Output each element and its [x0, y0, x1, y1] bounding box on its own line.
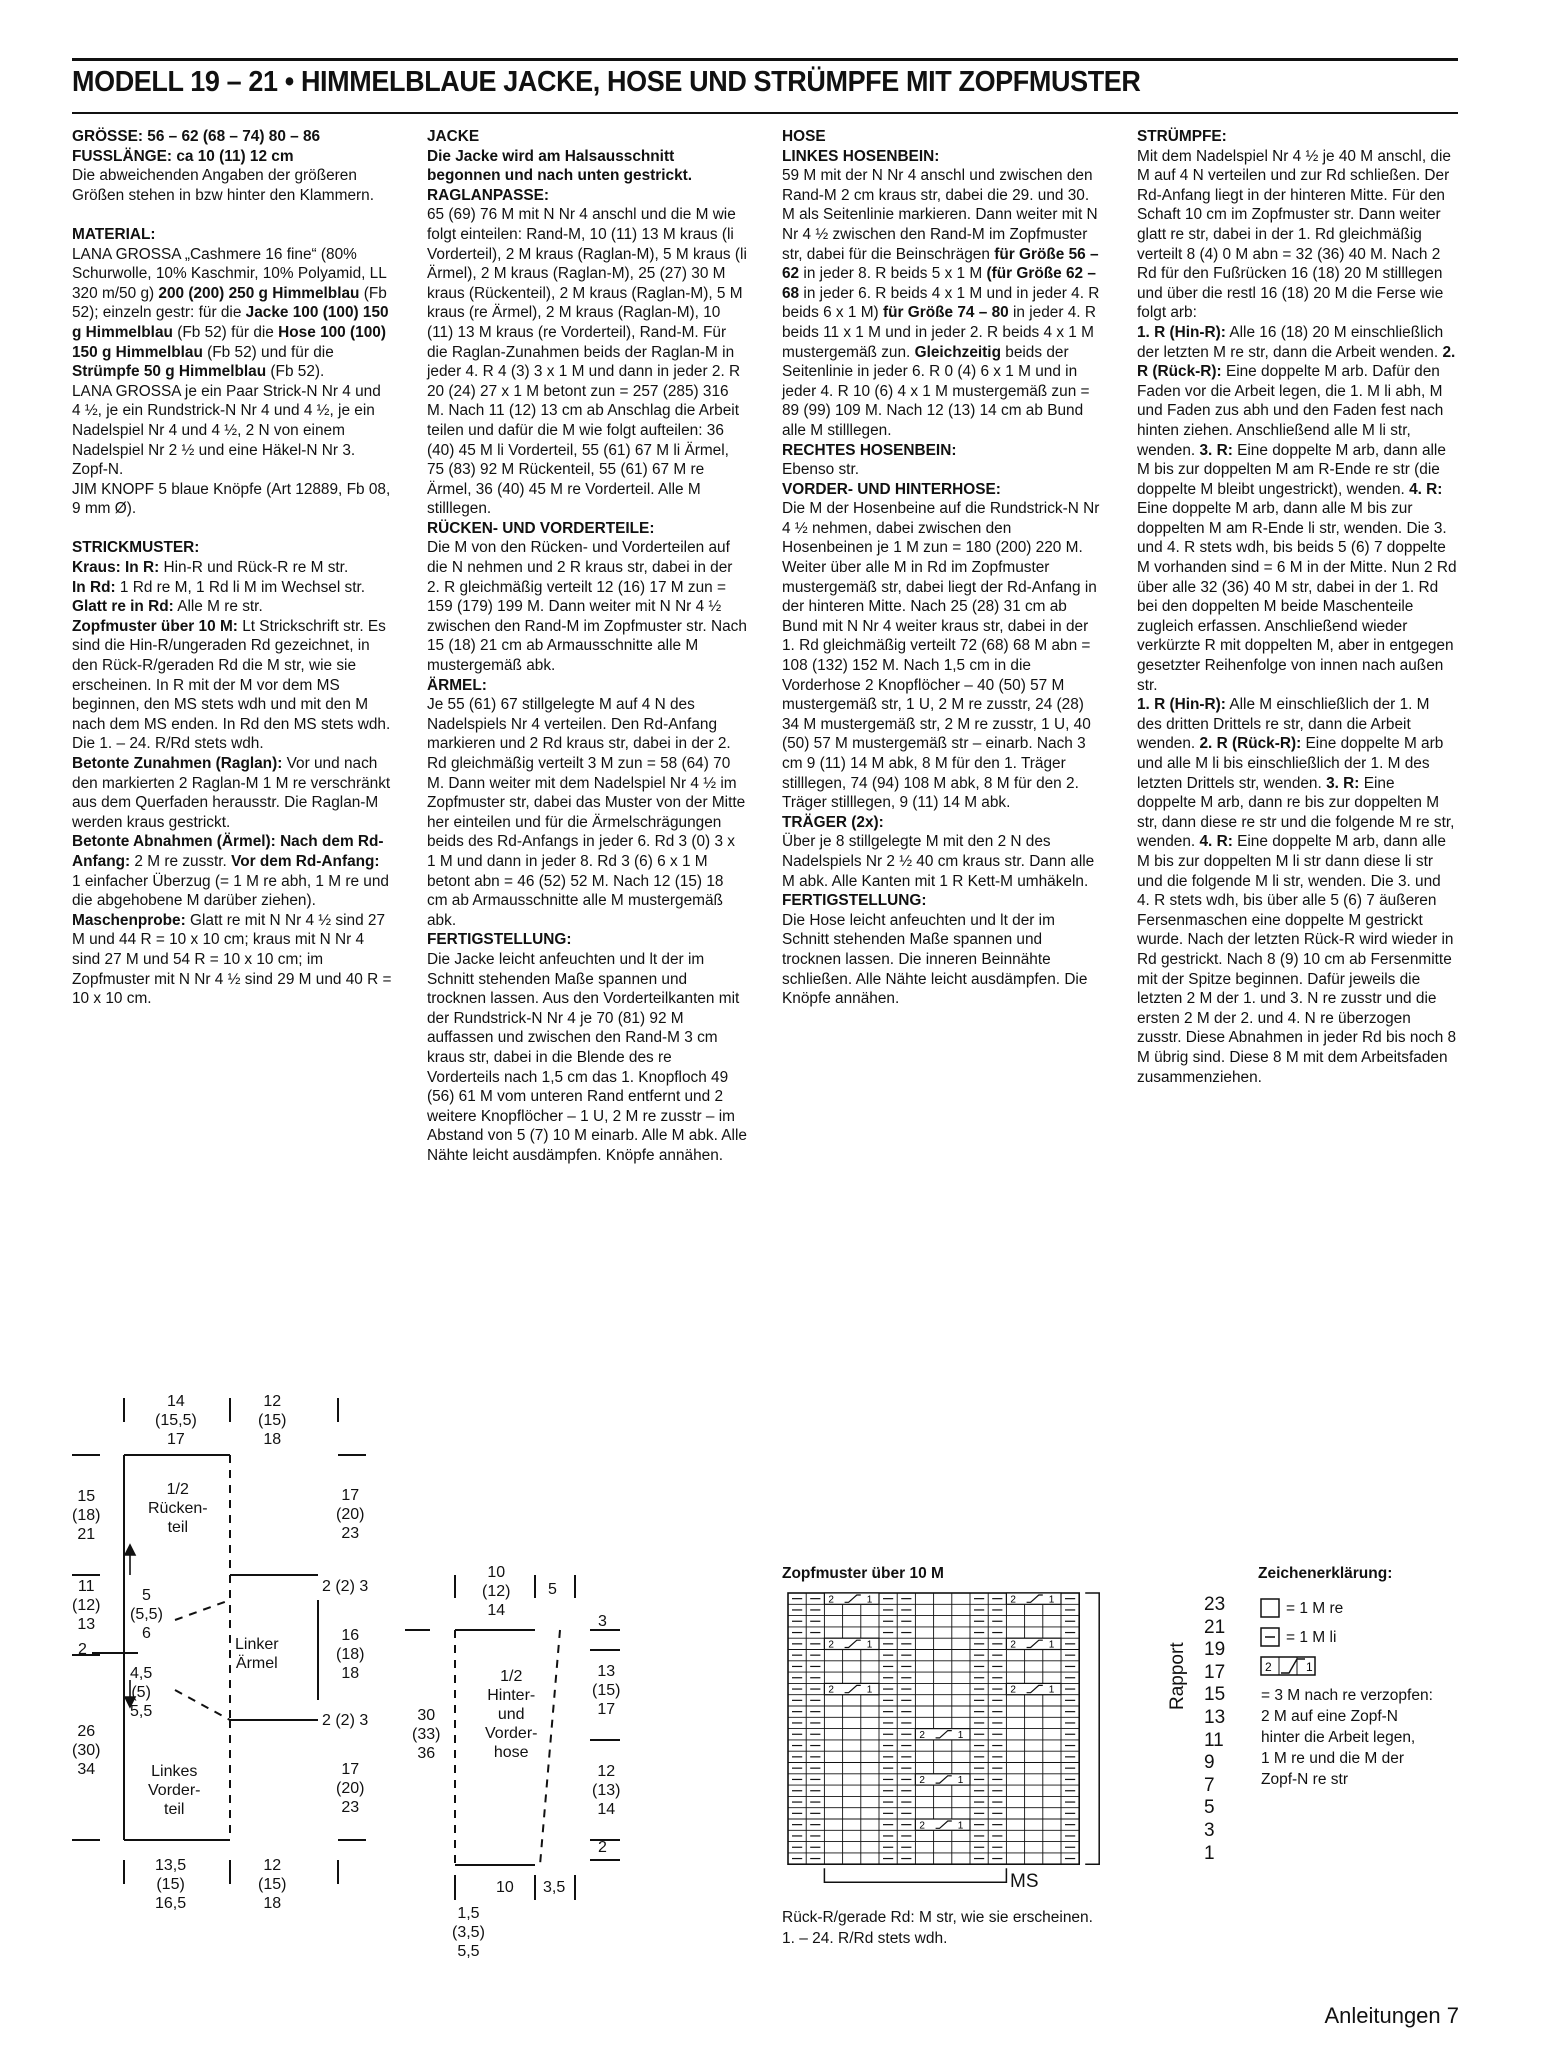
- legend-title: Zeichenerklärung:: [1258, 1565, 1393, 1582]
- svg-text:1: 1: [957, 1729, 964, 1741]
- dim-top-sleeve: 12 (15) 18: [258, 1393, 287, 1448]
- pattern-heading: STRICKMUSTER:: [72, 539, 200, 557]
- page-title: MODELL 19 – 21 • HIMMELBLAUE JACKE, HOSE UND STRÜMPFE MIT ZOPFMUSTER: [72, 66, 1141, 98]
- svg-text:2: 2: [919, 1820, 925, 1832]
- chart-row-number: 3: [1204, 1820, 1215, 1841]
- legend-knit: = 1 M re: [1286, 1600, 1344, 1617]
- jacket-finishing-heading: FERTIGSTELLUNG:: [427, 931, 572, 949]
- socks-intro: Mit dem Nadelspiel Nr 4 ½ je 40 M anschl, die M auf 4 N verteilen und zur Rd schließen. Der Rd-Anfang liegt in der hinteren Mitte. Für den Schaft 10 cm im Zopfmuster str. Dann weiter glatt re str, dabei in der 1. Rd gleichmäßig verteilt 8 (4) 0 M abn = 32 (36) 40 M. Nach 2 Rd für den Fußrücken 16 (18) 20 M stilllegen und über die restl 16 (18) 20 M die Ferse wie folgt arb:: [1137, 147, 1451, 322]
- svg-text:1: 1: [957, 1775, 964, 1787]
- page-footer: Anleitungen 7: [1324, 2003, 1459, 2028]
- pants-dim-bottom-c: 1,5 (3,5) 5,5: [452, 1905, 485, 1960]
- back-piece-label: 1/2 Rücken- teil: [148, 1481, 208, 1536]
- socks-heading: STRÜMPFE:: [1137, 128, 1227, 145]
- gauge-text: Maschenprobe: Glatt re mit N Nr 4 ½ sind 27 M und 44 R = 10 x 10 cm; kraus mit N Nr 4 sind 27 M und 54 R = 10 x 10 cm; im Zopfmuster mit N Nr 4 ½ sind 29 M und 40 R = 10 x 10 cm.: [72, 911, 392, 1008]
- decrease-text: Betonte Abnahmen (Ärmel): Nach dem Rd-Anfang: 2 M re zusstr. Vor dem Rd-Anfang: 1 einfacher Überzug (= 1 M re abh, 1 M re und die abgehobene M darüber ziehen).: [72, 833, 389, 910]
- dim-right-top: 17 (20) 23: [336, 1487, 365, 1542]
- svg-text:2: 2: [919, 1729, 925, 1741]
- heel-row-2: 1. R (Hin-R): Alle M einschließlich der 1. M des dritten Drittels re str, dann die Arbeit wenden. 2. R (Rück-R): Eine doppelte M arb und alle M li bis einschließlich der 1. M des letzten Drittels str, wenden. 3. R: Eine doppelte M arb, dann re bis zur doppelten M str, dann diese re str und die folgende M re str, wenden. 4. R: Eine doppelte M arb, dann alle M bis zur doppelten M li str dann diese li str und die folgende M li str, wenden. Die 3. und 4. R stets wdh, bis über alle 5 (6) 7 äußeren Fersenmaschen eine doppelte M gestrickt wurde. Nach der letzten Rück-R wird wieder in Rd gestrickt. Nach 8 (9) 10 cm ab Fersenmitte mit der Spitze beginnen. Dafür jeweils die letzten 2 M der 1. und 3. N re zusstr und die ersten 2 M der 2. und 4. N re überzogen zusstr. Diese Abnahmen in jeder Rd bis noch 8 M übrig sind. Diese 8 M mit dem Arbeitsfaden zusammenziehen.: [1137, 696, 1457, 1086]
- chart-row-number: 21: [1204, 1616, 1226, 1638]
- back-front-text: Die M von den Rücken- und Vorderteilen auf die N nehmen und 2 R kraus str, dabei in der 2. R gleichmäßig verteilt 12 (16) 17 M zun = 159 (179) 199 M. Dann weiter mit N Nr 4 ½ zwischen den Rand-M im Zopfmuster str. Nach 15 (18) 21 cm ab Armausschnitte alle M mustergemäß abk.: [427, 539, 747, 675]
- left-leg-heading: LINKES HOSENBEIN:: [782, 147, 940, 165]
- mark-bottom: 2 (2) 3: [322, 1712, 369, 1729]
- size-heading: GRÖSSE: 56 – 62 (68 – 74) 80 – 86: [72, 128, 321, 145]
- foot-length-heading: FUSSLÄNGE: ca 10 (11) 12 cm: [72, 147, 294, 165]
- rapport-label: Rapport: [1167, 1642, 1188, 1710]
- front-back-pants-text: Die M der Hosenbeine auf die Rundstrick-N Nr 4 ½ nehmen, dabei zwischen den Hosenbeinen je 1 M zun = 180 (200) 220 M. Weiter über alle M in Rd im Zopfmuster mustergemäß str, dabei liegt der Rd-Anfang in der hinteren Mitte. Nach 25 (28) 31 cm ab Bund mit N Nr 4 weiter kraus str, dabei in der 1. Rd gleichmäßig verteilt 72 (68) 68 M abn = 108 (132) 152 M. Nach 1,5 cm in die Vorderhose 2 Knopflöcher – 40 (50) 57 M mustergemäß str, 1 U, 2 M re zusstr, 24 (28) 34 M mustergemäß str, 2 M re zusstr, 1 U, 40 (50) 57 M mustergemäß str – einarb. Nach 3 cm 9 (11) 14 M abk, 8 M für den 1. Träger stilllegen, 74 (94) 108 M abk, 8 M für den 2. Träger stilllegen, 9 (11) 14 M abk.: [782, 500, 1100, 812]
- svg-text:2: 2: [1265, 1660, 1272, 1674]
- dim-top-back: 14 (15,5) 17: [155, 1393, 197, 1448]
- hose-heading: HOSE: [782, 128, 826, 145]
- left-leg-text: 59 M mit der N Nr 4 anschl und zwischen den Rand-M 2 cm kraus str, dabei die 29. und 30. M als Seitenlinie markieren. Dann weiter mit N Nr 4 ½ zwischen den Rand-M im Zopfmuster str, dabei für die Beinschrägen für Größe 56 – 62 in jeder 8. R beids 5 x 1 M (für Größe 62 – 68 in jeder 6. R beids 4 x 1 M und in jeder 4. R beids 6 x 1 M) für Größe 74 – 80 in jeder 4. R beids 11 x 1 M und in jeder 2. R beids 4 x 1 M mustergemäß zun. Gleichzeitig beids der Seitenlinie in jeder 6. R 0 (4) 6 x 1 M und in jeder 4. R 10 (6) 4 x 1 M mustergemäß zun = 89 (99) 109 M. Nach 12 (13) 14 cm ab Bund alle M stilllegen.: [782, 167, 1100, 439]
- chart-title: Zopfmuster über 10 M: [782, 1565, 944, 1582]
- jacket-finishing-text: Die Jacke leicht anfeuchten und lt der im Schnitt stehenden Maße spannen und trocknen lassen. Aus den Vorderteilkanten mit der Rundstrick-N Nr 4 je 70 (81) 92 M auffassen und zwischen den Rand-M 3 cm kraus str, dabei in die Blende des re Vorderteils nach 1,5 cm das 1. Knopfloch 49 (56) 61 M vom unteren Rand entfernt und 2 weitere Knopflöcher – 1 U, 2 M re zusstr – im Abstand von 5 (7) 10 M einarb. Alle M abk. Alle Nähte leicht ausdämpfen. Knöpfe annähen.: [427, 950, 747, 1164]
- svg-text:1: 1: [957, 1820, 964, 1832]
- pants-finishing-text: Die Hose leicht anfeuchten und lt der im Schnitt stehenden Maße spannen und trocknen lassen. Die inneren Beinnähte schließen. Alle Nähte leicht ausdämpfen. Die Knöpfe annähen.: [782, 911, 1088, 1008]
- straps-heading: TRÄGER (2x):: [782, 813, 884, 831]
- pants-dim-r4: 2: [598, 1839, 607, 1856]
- sleeves-text: Je 55 (61) 67 stillgelegte M auf 4 N des Nadelspiels Nr 4 verteilen. Den Rd-Anfang markieren und 2 Rd kraus str, dabei in der 2. Rd gleichmäßig verteilt 3 M zun = 58 (64) 70 M. Dann weiter mit dem Nadelspiel Nr 4 ½ im Zopfmuster str, dabei das Muster von der Mitte her einteilen und für die Ärmelschrägungen beids des Rd-Anfangs in jeder 6. Rd 3 (0) 3 x 1 M und dann in jeder 8. Rd 3 (6) 6 x 1 M betont abn = 46 (52) 52 M. Nach 12 (15) 18 cm ab Armausschnitte alle M mustergemäß abk.: [427, 696, 746, 929]
- svg-text:1: 1: [1306, 1660, 1313, 1674]
- legend-purl: = 1 M li: [1286, 1629, 1337, 1646]
- material-text: LANA GROSSA „Cashmere 16 fine“ (80% Schurwolle, 10% Kaschmir, 10% Polyamid, LL 320 m/50 g) 200 (200) 250 g Himmelblau (Fb 52); einzeln gestr: für die Jacke 100 (100) 150 g Himmelblau (Fb 52) für die Hose 100 (100) 150 g Himmelblau (Fb 52) und für die Strümpfe 50 g Himmelblau (Fb 52).: [72, 245, 389, 381]
- chart-row-number: 13: [1204, 1707, 1226, 1728]
- pants-dim-top-b: 5: [548, 1581, 557, 1598]
- needles-text: LANA GROSSA je ein Paar Strick-N Nr 4 und 4 ½, je ein Rundstrick-N Nr 4 und 4 ½, je ein Nadelspiel Nr 4 und 4 ½, 2 N von einem Nadelspiel Nr 2 ½ und eine Häkel-N Nr 3. Zopf-N.: [72, 382, 381, 479]
- pants-piece-label: 1/2 Hinter- und Vorder- hose: [485, 1668, 538, 1761]
- right-leg-text: Ebenso str.: [782, 461, 859, 479]
- svg-text:2: 2: [828, 1684, 834, 1696]
- straps-text: Über je 8 stillgelegte M mit den 2 N des Nadelspiels Nr 2 ½ 40 cm kraus str. Dann alle M abk. Alle Kanten mit 1 R Kett-M umhäkeln.: [782, 833, 1095, 890]
- mark-top: 2 (2) 3: [322, 1578, 369, 1595]
- svg-text:2: 2: [828, 1594, 834, 1606]
- right-leg-heading: RECHTES HOSENBEIN:: [782, 441, 957, 459]
- jacke-heading: JACKE: [427, 128, 480, 145]
- chart-row-number: 23: [1204, 1594, 1226, 1615]
- ms-label: MS: [1010, 1871, 1039, 1892]
- sleeve-label: Linker Ärmel: [235, 1636, 279, 1672]
- svg-text:2: 2: [919, 1775, 925, 1787]
- pants-dim-bottom: 10: [496, 1879, 514, 1896]
- front-piece-label: Linkes Vorder- teil: [148, 1763, 201, 1818]
- dim-inner-top: 5 (5,5) 6: [130, 1587, 163, 1642]
- pants-dim-bottom-b: 3,5: [543, 1879, 566, 1896]
- zopf-text: Zopfmuster über 10 M: Lt Strickschrift str. Es sind die Hin-R/ungeraden Rd gezeichnet, in den Rück-R/geraden Rd die M str, wie sie erscheinen. In R mit der M vor dem MS beginnen, den MS stets wdh und mit den M nach dem MS enden. In Rd den MS stets wdh. Die 1. – 24. R/Rd stets wdh.: [72, 617, 391, 753]
- dim-right-mid: 16 (18) 18: [336, 1627, 365, 1682]
- increase-text: Betonte Zunahmen (Raglan): Vor und nach den markierten 2 Raglan-M 1 M re verschränkt aus dem Querfaden herausstr. Die Raglan-M werden kraus gestrickt.: [72, 755, 391, 831]
- pants-dim-r2: 13 (15) 17: [592, 1663, 621, 1718]
- kraus-text: Kraus: In R: Hin-R und Rück-R re M str.: [72, 559, 349, 577]
- knit-symbol: [1261, 1599, 1279, 1617]
- chart-row-number: 17: [1204, 1661, 1226, 1683]
- pants-dim-r3: 12 (13) 14: [592, 1763, 621, 1818]
- front-back-pants-heading: VORDER- UND HINTERHOSE:: [782, 480, 1001, 498]
- chart-row-number: 11: [1204, 1729, 1224, 1751]
- legend-cable: = 3 M nach re verzopfen: 2 M auf eine Zopf-N hinter die Arbeit legen, 1 M re und die M der Zopf-N re str: [1261, 1687, 1433, 1788]
- svg-text:1: 1: [1048, 1594, 1055, 1606]
- chart-note: Rück-R/gerade Rd: M str, wie sie erscheinen. 1. – 24. R/Rd stets wdh.: [782, 1909, 1093, 1947]
- dim-bottom-front: 13,5 (15) 16,5: [155, 1857, 187, 1912]
- chart-row-number: 9: [1204, 1752, 1215, 1774]
- dim-right-bottom: 17 (20) 23: [336, 1761, 365, 1816]
- pants-finishing-heading: FERTIGSTELLUNG:: [782, 892, 927, 910]
- in-rd-text: In Rd: 1 Rd re M, 1 Rd li M im Wechsel str.: [72, 578, 366, 596]
- pants-dim-top: 10 (12) 14: [482, 1564, 511, 1619]
- glatt-text: Glatt re in Rd: Alle M re str.: [72, 598, 263, 616]
- svg-text:2: 2: [828, 1639, 834, 1651]
- size-intro: Die abweichenden Angaben der größeren Größen stehen in bzw hinter den Klammern.: [72, 167, 374, 204]
- svg-text:1: 1: [866, 1639, 873, 1651]
- svg-text:1: 1: [866, 1684, 873, 1696]
- chart-row-number: 15: [1204, 1684, 1226, 1706]
- svg-text:2: 2: [1010, 1684, 1016, 1696]
- svg-text:2: 2: [1010, 1639, 1016, 1651]
- svg-text:1: 1: [1048, 1684, 1055, 1696]
- back-front-heading: RÜCKEN- UND VORDERTEILE:: [427, 519, 655, 537]
- svg-text:1: 1: [866, 1594, 873, 1606]
- raglan-text: 65 (69) 76 M mit N Nr 4 anschl und die M wie folgt einteilen: Rand-M, 10 (11) 13 M kraus (li Vorderteil), 2 M kraus (Raglan-M), 5 M kraus (li Ärmel), 2 M kraus (Raglan-M), 25 (27) 30 M kraus (Rückenteil), 2 M kraus (Raglan-M), 5 M kraus (re Ärmel), 2 M kraus (Raglan-M), 10 (11) 13 M kraus (re Vorderteil), Rand-M. Für die Raglan-Zunahmen beids der Raglan-M in jeder 4. R 4 (3) 3 x 1 M und dann in jeder 2. R 20 (24) 27 x 1 M betont zun = 257 (285) 316 M. Nach 11 (12) 13 cm ab Anschlag die Arbeit teilen und dafür die M wie folgt aufteilen: 36 (40) 45 M li Vorderteil, 55 (61) 67 M li Ärmel, 75 (83) 92 M Rückenteil, 55 (61) 67 M re Ärmel, 36 (40) 45 M re Vorderteil. Alle M stilllegen.: [427, 206, 747, 518]
- dim-left-bottom: 26 (30) 34: [72, 1723, 101, 1778]
- chart-row-number: 7: [1204, 1774, 1215, 1796]
- pants-dim-left: 30 (33) 36: [412, 1707, 441, 1762]
- dim-bottom-sleeve: 12 (15) 18: [258, 1857, 287, 1912]
- dim-left-top: 15 (18) 21: [72, 1488, 101, 1543]
- heel-row-1: 1. R (Hin-R): Alle 16 (18) 20 M einschließlich der letzten M re str, dann die Arbeit wenden. 2. R (Rück-R): Eine doppelte M arb. Dafür den Faden vor die Arbeit legen, die 1. M li abh, M und Faden zus abh und den Faden fest nach hinten ziehen. Anschließend alle M li str, wenden. 3. R: Eine doppelte M arb, dann alle M bis zur doppelten M am R-Ende re str (die doppelte M bleibt ungestrickt), wenden. 4. R: Eine doppelte M arb, dann alle M bis zur doppelten M am R-Ende li str, wenden. Die 3. und 4. R stets wdh, bis beids 5 (6) 7 doppelte M vorhanden sind = 6 M in der Mitte. Nun 2 Rd über alle 32 (36) 40 M str, dabei in der 1. Rd bei den doppelten M beide Maschenteile zugleich erfassen. Anschließend wieder verkürzte R mit doppelten M, aber in entgegen gesetzter Reihenfolge von innen nach außen str.: [1137, 323, 1457, 694]
- sleeves-heading: ÄRMEL:: [427, 676, 487, 694]
- pants-dim-r1: 3: [598, 1613, 607, 1630]
- buttons-text: JIM KNOPF 5 blaue Knöpfe (Art 12889, Fb 08, 9 mm Ø).: [72, 480, 391, 518]
- material-heading: MATERIAL:: [72, 225, 156, 243]
- chart-row-number: 1: [1204, 1842, 1215, 1864]
- chart-row-number: 5: [1204, 1797, 1215, 1819]
- dim-inner-bottom: 4,5 (5) 5,5: [130, 1665, 153, 1720]
- raglan-heading: RAGLANPASSE:: [427, 186, 549, 204]
- chart-row-number: 19: [1204, 1639, 1226, 1661]
- svg-text:2: 2: [1010, 1594, 1016, 1606]
- svg-text:1: 1: [1048, 1639, 1055, 1651]
- dim-left-small: 2: [78, 1641, 87, 1658]
- dim-left-mid: 11 (12) 13: [72, 1578, 101, 1633]
- jacke-subheading: Die Jacke wird am Halsausschnitt begonnen und nach unten gestrickt.: [427, 147, 693, 185]
